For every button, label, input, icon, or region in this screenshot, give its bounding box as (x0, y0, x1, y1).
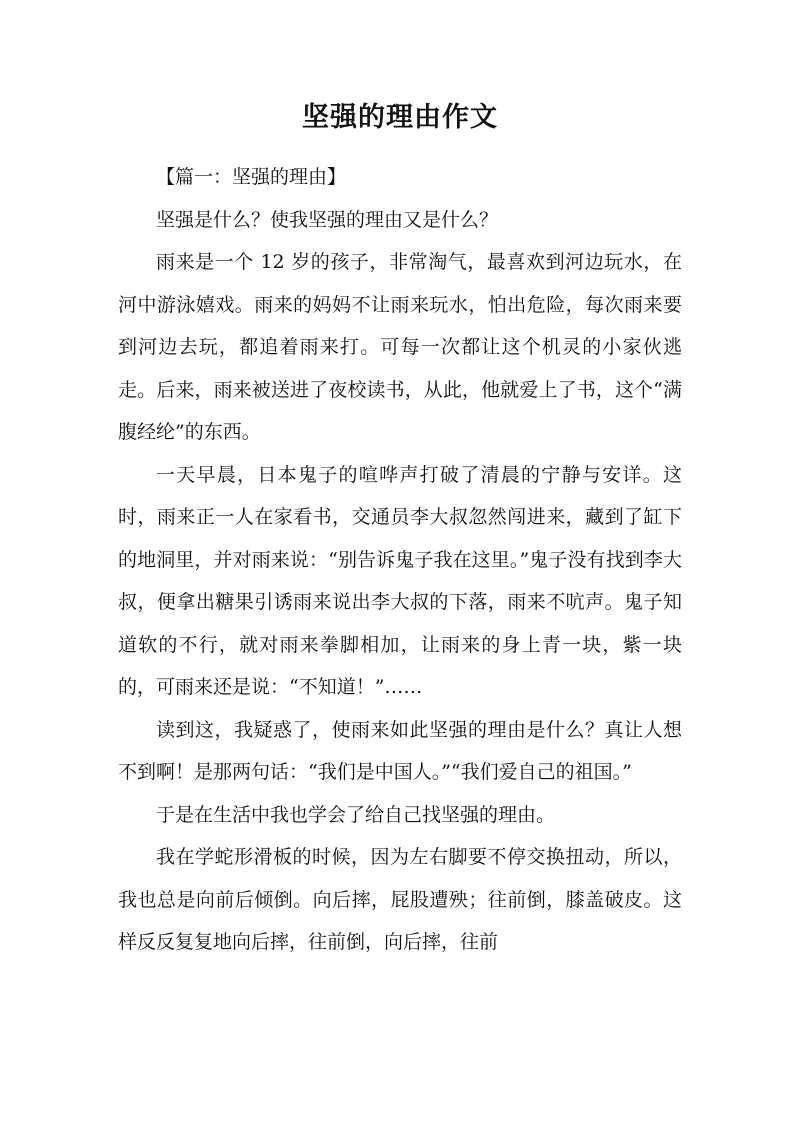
paragraph-2: 雨来是一个 12 岁的孩子，非常淘气，最喜欢到河边玩水，在河中游泳嬉戏。雨来的妈妈不让雨来玩水，怕出危险，每次雨来要到河边去玩，都追着雨来打。可每一次都让这个机灵的小家伙逃走。后来，雨来被送进了夜校读书，从此，他就爱上了书，这个“满腹经纶”的东西。 (118, 251, 682, 443)
document-title: 坚强的理由作文 (302, 102, 498, 133)
paragraph-4: 读到这，我疑惑了，使雨来如此坚强的理由是什么？真让人想不到啊！是那两句话：“我们是中国人。”“我们爱自己的祖国。” (118, 718, 682, 783)
paragraph-5: 于是在生活中我也学会了给自己找坚强的理由。 (156, 803, 556, 826)
paragraph-3: 一天早晨，日本鬼子的喧哗声打破了清晨的宁静与安详。这时，雨来正一人在家看书，交通员李大叔忽然闯进来，藏到了缸下的地洞里，并对雨来说：“别告诉鬼子我在这里。”鬼子没有找到李大叔，便拿出糖果引诱雨来说出李大叔的下落，雨来不吭声。鬼子知道软的不行，就对雨来拳脚相加，让雨来的身上青一块，紫一块的，可雨来还是说：“不知道！”…… (118, 463, 682, 698)
document-body (118, 156, 682, 964)
paragraph-6: 我在学蛇形滑板的时候，因为左右脚要不停交换扭动，所以，我也总是向前后倾倒。向后摔，屁股遭殃；往前倒，膝盖破皮。这样反反复复地向后摔，往前倒，向后摔，往前 (118, 846, 682, 953)
section-heading: 【篇一：坚强的理由】 (156, 166, 347, 188)
paragraph-1: 坚强是什么？使我坚强的理由又是什么？ (156, 208, 499, 231)
document-page (118, 0, 682, 1131)
